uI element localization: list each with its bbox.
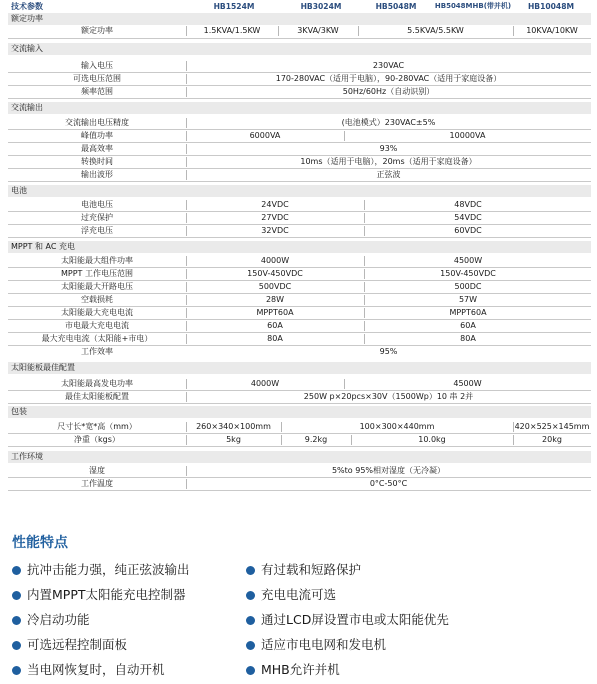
row-max-grid-current: 市电最大充电电流 60A 60A <box>8 320 591 333</box>
spec-table <box>8 0 591 489</box>
model-hb5048m: HB5048M <box>375 2 417 11</box>
bullet-icon <box>246 641 255 650</box>
row-dimensions: 尺寸长*宽*高（mm） 260×340×100mm 100×300×440mm 420×525×145mm <box>8 421 591 434</box>
features-title: 性能特点 <box>12 535 68 551</box>
row-humidity: 湿度 5%to 95%相对湿度（无冷凝） <box>8 465 591 478</box>
section-rated-power: 额定功率 <box>8 13 591 25</box>
feature-item: 冷启动功能 <box>12 612 90 628</box>
row-efficiency: 工作效率 95% <box>81 347 398 356</box>
row-peak-power: 峰值功率 6000VA 10000VA <box>8 130 591 143</box>
row-output-accuracy: 交流输出电压精度 (电池模式）230VAC±5% <box>8 117 591 130</box>
bullet-icon <box>246 566 255 575</box>
row-max-solar-current: 太阳能最大充电电流 MPPT60A MPPT60A <box>8 307 591 320</box>
model-hb10048m: HB10048M <box>527 2 575 11</box>
row-max-pv-power: 太阳能最大组件功率 4000W 4500W <box>8 255 591 268</box>
bullet-icon <box>246 666 255 675</box>
row-best-panel-config: 最佳太阳能板配置 250W p×20pcs×30V（1500Wp）10 串 2并 <box>8 391 591 404</box>
feature-item: 通过LCD屏设置市电或太阳能优先 <box>246 612 449 628</box>
row-net-weight: 净重（kgs） 5kg 9.2kg 10.0kg 20kg <box>8 434 591 447</box>
bullet-icon <box>12 666 21 675</box>
feature-item: 可选远程控制面板 <box>12 637 127 653</box>
bullet-icon <box>12 591 21 600</box>
feature-item: 有过载和短路保护 <box>246 562 361 578</box>
row-rated-power: 额定功率 1.5KVA/1.5KW 3KVA/3KW 5.5KVA/5.5KW 10KVA/10KW <box>8 25 591 39</box>
model-hb3024m: HB3024M <box>300 2 342 11</box>
row-max-solar-output: 太阳能最高发电功率 4000W 4500W <box>8 378 591 391</box>
row-max-total-current: 最大充电电流（太阳能+市电） 80A 80A <box>8 333 591 346</box>
row-max-efficiency: 最高效率 93% <box>8 143 591 156</box>
feature-item: 当电网恢复时，自动开机 <box>12 662 165 678</box>
section-battery: 电池 <box>8 185 591 197</box>
section-mppt: MPPT 和 AC 充电 <box>8 241 591 253</box>
row-voltage-range: 可选电压范围 170-280VAC（适用于电脑），90-280VAC（适用于家庭设备） <box>8 73 591 86</box>
feature-item: 抗冲击能力强，纯正弦波输出 <box>12 562 190 578</box>
row-output-waveform: 输出波形 正弦波 <box>8 169 591 182</box>
model-hb5048mhb: HB5048MHB(带并机) <box>434 2 512 10</box>
row-overcharge-protection: 过充保护 27VDC 54VDC <box>8 212 591 225</box>
row-battery-voltage: 电池电压 24VDC 48VDC <box>8 199 591 212</box>
section-ac-input: 交流输入 <box>8 43 591 55</box>
bullet-icon <box>12 616 21 625</box>
model-hb1524m: HB1524M <box>213 2 255 11</box>
bullet-icon <box>246 591 255 600</box>
row-max-open-voltage: 太阳能最大开路电压 500VDC 500DC <box>8 281 591 294</box>
row-frequency-range: 频率范围 50Hz/60Hz（自动识别） <box>8 86 591 99</box>
bullet-icon <box>12 566 21 575</box>
section-packaging: 包装 <box>8 406 591 418</box>
section-environment: 工作环境 <box>8 451 591 463</box>
feature-item: 内置MPPT太阳能充电控制器 <box>12 587 186 603</box>
row-float-voltage: 浮充电压 32VDC 60VDC <box>8 225 591 238</box>
row-mppt-range: MPPT 工作电压范围 150V-450VDC 150V-450VDC <box>8 268 591 281</box>
section-solar-config: 太阳能板最佳配置 <box>8 362 591 374</box>
feature-item: MHB允许并机 <box>246 662 340 678</box>
row-operating-temp: 工作温度 0°C-50°C <box>8 478 591 491</box>
feature-item: 充电电流可选 <box>246 587 336 603</box>
section-ac-output: 交流输出 <box>8 102 591 114</box>
bullet-icon <box>12 641 21 650</box>
param-header: 技术参数 <box>11 2 43 11</box>
row-transfer-time: 转换时间 10ms（适用于电脑），20ms（适用于家庭设备） <box>8 156 591 169</box>
bullet-icon <box>246 616 255 625</box>
feature-item: 适应市电电网和发电机 <box>246 637 386 653</box>
row-no-load-loss: 空载损耗 28W 57W <box>8 294 591 307</box>
row-input-voltage: 输入电压 230VAC <box>8 60 591 73</box>
